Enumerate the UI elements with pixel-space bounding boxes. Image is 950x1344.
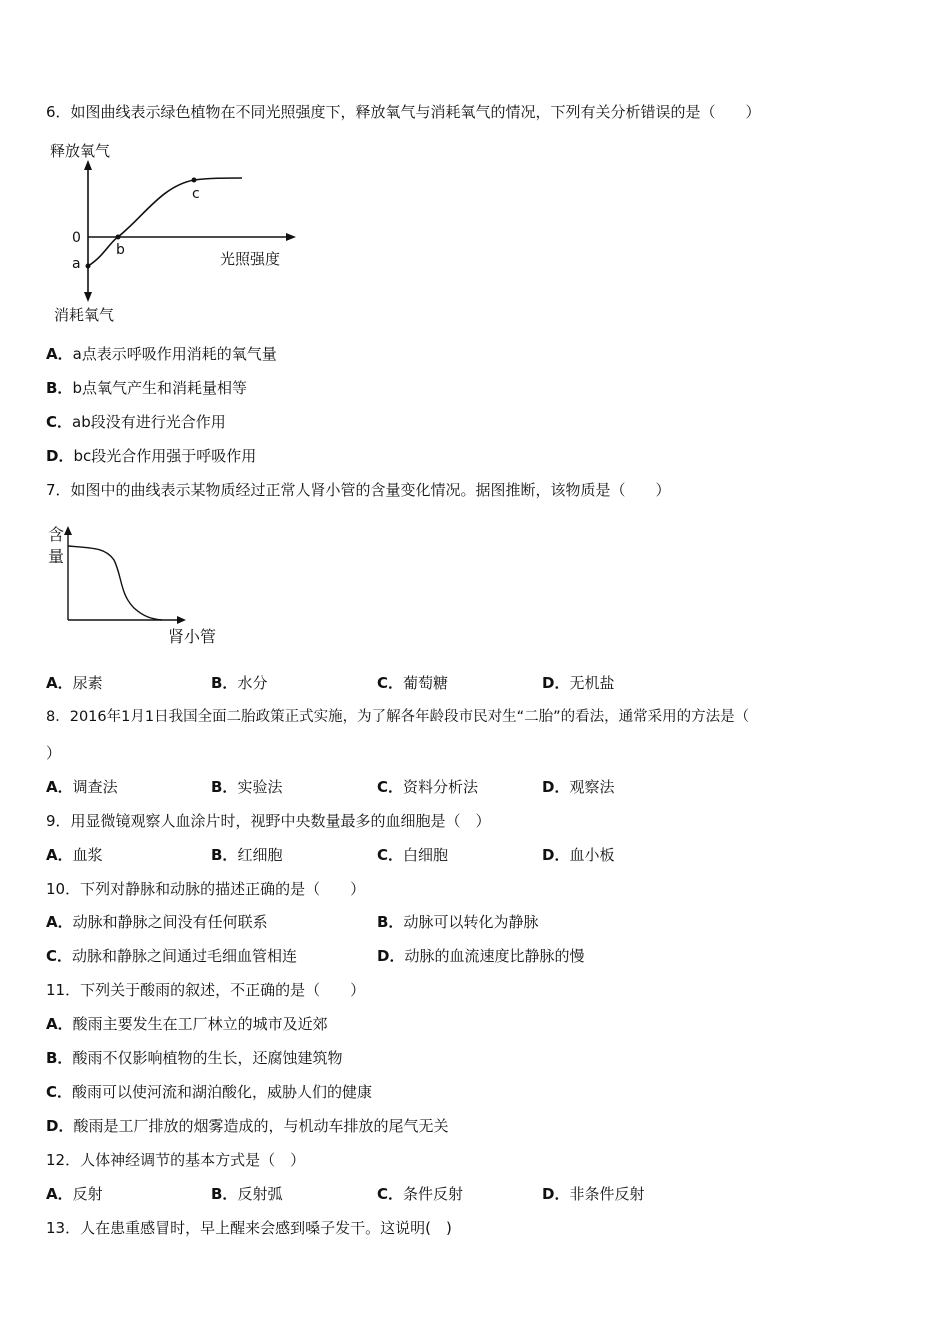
option-text: 酸雨可以使河流和湖泊酸化，威胁人们的健康 — [72, 1083, 373, 1101]
option-text: 动脉的血流速度比静脉的慢 — [404, 947, 585, 965]
q7-x-arrow — [177, 616, 186, 624]
option-text: 条件反射 — [403, 1185, 464, 1203]
option-letter: C． — [377, 674, 404, 692]
q6-y-top-label: 释放氧气 — [50, 142, 111, 160]
option-text: 资料分析法 — [403, 778, 479, 796]
q9-option-c — [377, 845, 448, 865]
q6-point-c-label: c — [192, 186, 200, 202]
q6-y-bottom-label: 消耗氧气 — [54, 306, 115, 324]
q6-option-a — [46, 344, 277, 364]
q9-stem: 9．用显微镜观察人血涂片时，视野中央数量最多的血细胞是（ ） — [46, 812, 491, 830]
option-text: 酸雨是工厂排放的烟雾造成的，与机动车排放的尾气无关 — [73, 1117, 449, 1135]
option-text: 血浆 — [72, 846, 103, 864]
q8-stem-line1: 8．2016年1月1日我国全面二胎政策正式实施，为了解各年龄段市民对生“二胎”的看法，通常采用的方法是（ — [46, 709, 750, 725]
option-text: ab段没有进行光合作用 — [72, 413, 226, 431]
q10-stem: 10．下列对静脉和动脉的描述正确的是（ ） — [46, 880, 366, 898]
option-letter: C． — [46, 1083, 73, 1101]
option-letter: A． — [46, 913, 73, 931]
q6-point-b-label: b — [116, 242, 125, 258]
q7-x-label: 肾小管 — [168, 627, 217, 646]
q6-curve — [88, 178, 242, 266]
q7-option-c — [377, 673, 448, 693]
option-letter: D． — [46, 1117, 74, 1135]
q7-y-arrow — [64, 526, 72, 535]
q10-option-c — [46, 946, 297, 966]
option-letter: B． — [46, 379, 73, 397]
option-letter: C． — [46, 947, 73, 965]
q8-option-d — [542, 777, 614, 797]
q6-graph — [44, 138, 314, 328]
option-letter: B． — [211, 778, 238, 796]
option-letter: C． — [377, 778, 404, 796]
q6-stem: 6．如图曲线表示绿色植物在不同光照强度下，释放氧气与消耗氧气的情况，下列有关分析错误的是（ ） — [46, 103, 761, 121]
q9-option-d — [542, 845, 614, 865]
option-letter: D． — [542, 674, 570, 692]
option-text: 非条件反射 — [569, 1185, 645, 1203]
option-letter: A． — [46, 846, 73, 864]
q6-y-arrow-up — [84, 160, 92, 170]
q7-y-label-1: 含 — [48, 525, 65, 544]
q11-stem: 11．下列关于酸雨的叙述，不正确的是（ ） — [46, 981, 366, 999]
option-text: 反射弧 — [237, 1185, 283, 1203]
option-text: bc段光合作用强于呼吸作用 — [73, 447, 257, 465]
q12-option-c — [377, 1184, 463, 1204]
q6-x-label: 光照强度 — [220, 250, 281, 268]
q6-option-c — [46, 412, 226, 432]
option-text: 观察法 — [569, 778, 615, 796]
q13-stem: 13．人在患重感冒时，早上醒来会感到嗓子发干。这说明( ) — [46, 1219, 452, 1237]
q6-x-arrow — [286, 233, 296, 241]
option-text: 实验法 — [237, 778, 283, 796]
q7-option-d — [542, 673, 614, 693]
option-letter: D． — [46, 447, 74, 465]
option-text: 白细胞 — [403, 846, 449, 864]
option-letter: C． — [46, 413, 73, 431]
option-letter: A． — [46, 674, 73, 692]
q12-option-d — [542, 1184, 644, 1204]
option-letter: A． — [46, 778, 73, 796]
q7-figure — [44, 520, 244, 654]
q6-point-b — [116, 235, 121, 240]
option-letter: A． — [46, 1185, 73, 1203]
q11-option-a — [46, 1014, 328, 1034]
q12-stem: 12．人体神经调节的基本方式是（ ） — [46, 1151, 306, 1169]
q8-stem-line2: ） — [46, 744, 62, 762]
q7-curve — [68, 546, 162, 620]
option-letter: D． — [377, 947, 405, 965]
option-text: a点表示呼吸作用消耗的氧气量 — [72, 345, 277, 363]
q6-option-d — [46, 446, 256, 466]
q12-option-b — [211, 1184, 282, 1204]
option-text: 葡萄糖 — [403, 674, 449, 692]
option-letter: B． — [46, 1049, 73, 1067]
q7-option-b — [211, 673, 267, 693]
q10-option-a — [46, 912, 268, 932]
option-text: 反射 — [72, 1185, 103, 1203]
q6-origin-label: 0 — [72, 230, 81, 246]
q6-point-a — [86, 264, 91, 269]
option-text: 调查法 — [72, 778, 118, 796]
q12-option-a — [46, 1184, 103, 1204]
option-text: 酸雨不仅影响植物的生长，还腐蚀建筑物 — [72, 1049, 343, 1067]
option-letter: D． — [542, 778, 570, 796]
q11-option-b — [46, 1048, 342, 1068]
option-text: 动脉和静脉之间通过毛细血管相连 — [72, 947, 298, 965]
option-letter: C． — [377, 1185, 404, 1203]
option-text: 水分 — [237, 674, 268, 692]
q6-option-b — [46, 378, 247, 398]
option-text: 尿素 — [72, 674, 103, 692]
q8-option-b — [211, 777, 282, 797]
option-letter: A． — [46, 1015, 73, 1033]
q10-option-d — [377, 946, 584, 966]
option-text: 动脉和静脉之间没有任何联系 — [72, 913, 268, 931]
option-letter: D． — [542, 846, 570, 864]
option-letter: D． — [542, 1185, 570, 1203]
option-letter: B． — [211, 846, 238, 864]
q8-option-a — [46, 777, 118, 797]
q6-y-arrow-down — [84, 292, 92, 302]
q7-y-label-2: 量 — [48, 547, 65, 566]
q8-option-c — [377, 777, 478, 797]
q7-graph — [44, 520, 244, 650]
option-letter: A． — [46, 345, 73, 363]
option-letter: C． — [377, 846, 404, 864]
option-text: 无机盐 — [569, 674, 615, 692]
option-text: 酸雨主要发生在工厂林立的城市及近郊 — [72, 1015, 328, 1033]
q7-option-a — [46, 673, 103, 693]
q6-point-c — [192, 178, 197, 183]
q11-option-c — [46, 1082, 372, 1102]
option-text: b点氧气产生和消耗量相等 — [72, 379, 247, 397]
q7-stem: 7．如图中的曲线表示某物质经过正常人肾小管的含量变化情况。据图推断，该物质是（ ） — [46, 481, 671, 499]
option-text: 红细胞 — [237, 846, 283, 864]
q10-option-b — [377, 912, 538, 932]
option-letter: B． — [211, 1185, 238, 1203]
option-letter: B． — [377, 913, 404, 931]
q9-option-b — [211, 845, 282, 865]
q9-option-a — [46, 845, 103, 865]
q6-figure — [44, 138, 314, 332]
q6-point-a-label: a — [72, 256, 81, 272]
option-text: 动脉可以转化为静脉 — [403, 913, 539, 931]
q11-option-d — [46, 1116, 448, 1136]
option-letter: B． — [211, 674, 238, 692]
option-text: 血小板 — [569, 846, 615, 864]
